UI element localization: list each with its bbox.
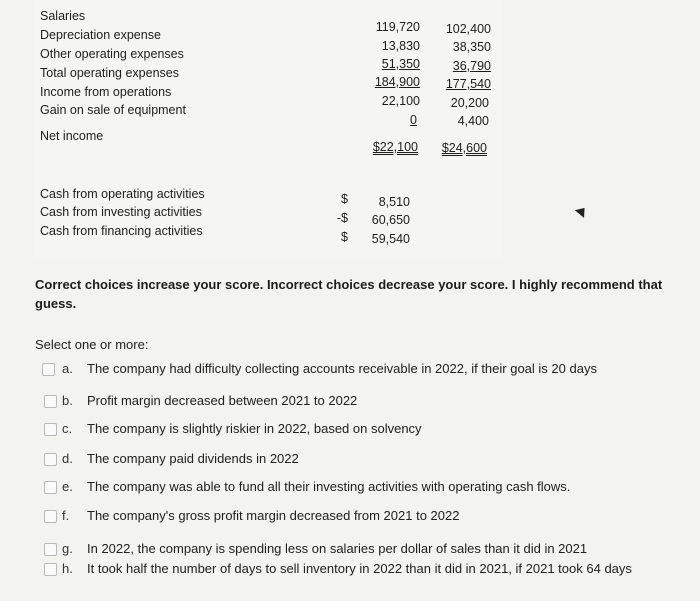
cashflow-sign-financing: $ xyxy=(341,230,348,244)
value-2022-gain-sale: 0 xyxy=(410,113,417,127)
option-b-checkbox[interactable] xyxy=(44,395,57,408)
value-2022-total-operating: 184,900 xyxy=(374,75,420,89)
option-text: The company paid dividends in 2022 xyxy=(87,451,299,466)
instructions-line-2: guess. xyxy=(35,296,77,311)
option-text: The company was able to fund all their investing activities with operating cash flows. xyxy=(87,479,571,494)
option-text: The company had difficulty collecting accounts receivable in 2022, if their goal is 20 days xyxy=(87,361,597,376)
option-d-checkbox[interactable] xyxy=(44,453,57,466)
value-2021-gain-sale: 4,400 xyxy=(457,114,489,128)
option-text: In 2022, the company is spending less on salaries per dollar of sales than it did in 2021 xyxy=(87,541,588,556)
row-label-other-operating: Other operating expenses xyxy=(40,47,184,61)
cashflow-label-investing: Cash from investing activities xyxy=(40,205,202,219)
row-label-total-operating: Total operating expenses xyxy=(40,66,179,80)
cashflow-label-operating: Cash from operating activities xyxy=(40,187,205,201)
row-label-depreciation: Depreciation expense xyxy=(40,28,161,42)
row-label-income-operations: Income from operations xyxy=(40,85,172,99)
option-text: It took half the number of days to sell inventory in 2022 than it did in 2021, if 2021 took 64 days xyxy=(87,561,632,576)
option-e-checkbox[interactable] xyxy=(44,481,57,494)
row-label-salaries: Salaries xyxy=(40,9,86,23)
value-2021-salaries: 102,400 xyxy=(445,22,491,36)
option-text: Profit margin decreased between 2021 to 2022 xyxy=(87,393,358,408)
value-2021-net-income: $24,600 xyxy=(441,141,487,155)
value-2021-depreciation: 38,350 xyxy=(452,40,491,54)
option-letter: a. xyxy=(62,361,73,376)
cashflow-value-investing: 60,650 xyxy=(371,213,410,227)
value-2022-salaries: 119,720 xyxy=(375,20,420,34)
instructions-line-1: Correct choices increase your score. Incorrect choices decrease your score. I highly recommend that xyxy=(35,277,663,292)
option-f-checkbox[interactable] xyxy=(44,510,57,523)
cashflow-value-financing: 59,540 xyxy=(371,232,410,246)
option-letter: f. xyxy=(62,508,70,523)
cashflow-label-financing: Cash from financing activities xyxy=(40,224,203,238)
cashflow-sign-investing: -$ xyxy=(336,211,348,225)
value-2022-income-operations: 22,100 xyxy=(381,94,420,108)
cashflow-sign-operating: $ xyxy=(341,192,348,206)
select-prompt: Select one or more: xyxy=(35,337,149,352)
value-2022-net-income: $22,100 xyxy=(372,140,418,154)
option-letter: g. xyxy=(62,541,73,556)
option-letter: h. xyxy=(62,561,73,576)
option-letter: c. xyxy=(62,421,73,436)
mouse-cursor-icon xyxy=(575,204,589,218)
value-2022-depreciation: 13,830 xyxy=(381,39,420,53)
option-letter: d. xyxy=(62,451,73,466)
option-g-checkbox[interactable] xyxy=(44,543,57,556)
row-label-net-income: Net income xyxy=(40,129,104,143)
value-2022-other-operating: 51,350 xyxy=(381,57,420,71)
option-a-checkbox[interactable] xyxy=(42,363,55,376)
option-letter: e. xyxy=(62,479,73,494)
option-letter: b. xyxy=(62,393,73,408)
cashflow-value-operating: 8,510 xyxy=(378,195,410,209)
option-text: The company's gross profit margin decreased from 2021 to 2022 xyxy=(87,508,460,523)
option-h-checkbox[interactable] xyxy=(44,563,57,576)
row-label-gain-sale: Gain on sale of equipment xyxy=(40,103,186,117)
option-c-checkbox[interactable] xyxy=(44,423,57,436)
option-text: The company is slightly riskier in 2022, based on solvency xyxy=(87,421,422,436)
value-2021-total-operating: 177,540 xyxy=(445,77,491,91)
value-2021-other-operating: 36,790 xyxy=(452,59,491,73)
value-2021-income-operations: 20,200 xyxy=(450,96,489,110)
